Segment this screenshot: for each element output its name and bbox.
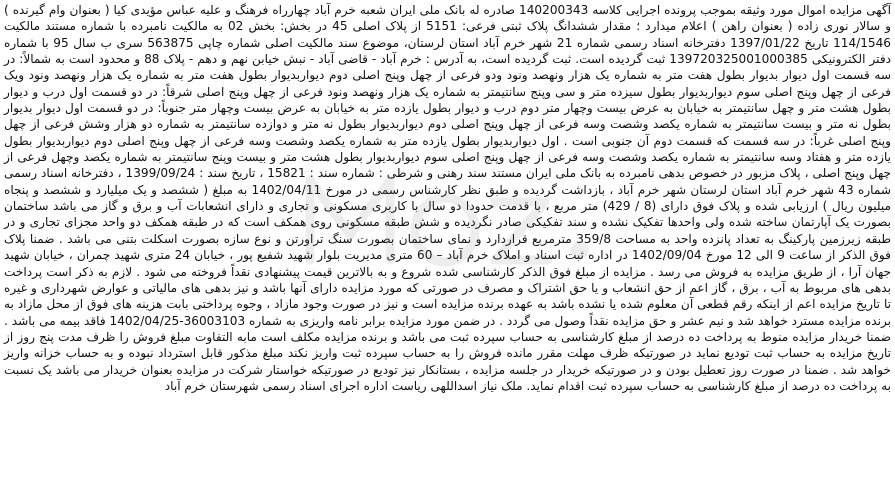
auction-notice-text: آگهی مزایده اموال مورد وثیقه بموجب پرونده اجرایی کلاسه 140200343 صادره له بانک ملی ایران شعبه خرم آباد چهارراه فرهنگ و علیه عباس مؤیدی کیا ( بعنوان وام گیرنده ) و سالار نوری زاده ( بعنوان راهن ) اعلام میدارد ؛ مقدار ششدانگ پلاک ثبتی فرعی: 5151 از پلاک اصلی 45 در بخش: بخش 02 به مالکیت نامبرده با شماره مستند مالکیت 114/1546 تاریخ 1397/01/22 دفترخانه اسناد رسمی شماره 21 شهر خرم آباد استان لرستان، موضوع سند مالکیت اصلی شماره چاپی 563875 سری ب سال 95 با شماره دفتر الکترونیکی 139720325001000385 ثبت گردیده است. ثبت گردیده است، به آدرس : خرم آباد - قاضی آباد - نبش خیابن نهم و دهم - پلاک 88 و محدود است به شمالاً: در سه قسمت اول دیوار بدیوار بطول هفت متر به شماره یک هزار ونهصد ونود ودو فرعی از چهل وپنج اصلی دوم دیواربدیوار بطول هفت متر به شماره یک هزار ونهصد ونود ویک فرعی از چهل وپنج اصلی سوم دیواربدیوار بطول سیزده متر و سی وپنج سانتیمتر به شماره یک هزار ونهصد ونود فرعی از چهل وپنج اصلی شرقاً: در دو قسمت اول درب و دیوار بطول هشت متر و چهل سانتیمتر به خیابان به عرض بیست وچهار متر دوم درب و دیوار بطول یازده متر به خیابان به عرض بیست وچهار متر جنوباً: در دو قسمت اول دیوار بدیوار بطول نه متر و بیست سانتیمتر به شماره یکصد وشصت وسه فرعی از چهل وپنج اصلی دوم دیواربدیوار بطول نه متر و دوازده سانتیمتر به شماره دو هزار وشش فرعی از چهل وپنج اصلی غرباً: در سه قسمت که قسمت دوم آن جنوبی است . اول دیواربدیوار بطول یازده متر به شماره یکصد وشصت وسه فرعی از چهل وپنج اصلی دوم دیواربدیوار بطول یازده متر و هفتاد وسه سانتیمتر به شماره یکصد وشصت وسه فرعی از چهل وپنج اصلی سوم دیواربدیوار بطول هشت متر و بیست وپنج سانتیمتر به شماره یکصد وچهل فرعی از چهل وپنج اصلی ، پلاک مزبور در خصوص بدهی نامبرده به بانک ملی ایران مستند سند رهنی و شرطی : شماره سند : 15821 ، تاریخ سند : 1399/09/24 ، دفترخانه اسناد رسمی شماره 43 شهر خرم آباد استان لرستان شهر خرم آباد ، بازداشت گردیده و طبق نظر کارشناس رسمی در مورخ 1402/04/11 به مبلغ ( ششصد و یک میلیارد و ششصد و پنجاه میلیون ریال ) ارزیابی شده و پلاک فوق دارای (8 / 429) متر مربع ، با قدمت حدودا دو سال با کاربری مسکونی و تجاری و دارای انشعابات آب و برق و گاز می باشد ساختمان بصورت یک آپارتمان ساخته شده ولی واحدها تفکیک نشده و سند تفکیکی صادر نگردیده و شش طبقه مسکونی روی همکف است که در طبقه همکف دو واحد مجزای تجاری و در طبقه زیرزمین پارکینگ به تعداد پانزده واحد به مساحت 359/8 مترمربع قراردارد و نمای ساختمان بصورت سنگ تراورتن و نوع سازه بصورت اسکلت بتنی می باشد . ضمنا پلاک فوق الذکر از ساعت 9 الی 12 مورخ 1402/09/04 در اداره ثبت اسناد و املاک خرم آباد – 60 متری مدیریت بلوار شهید شفیع پور ، خیابان 24 متری شهید چمران ، خیابان شهید جهان آرا ، از طریق مزایده به فروش می رسد . مزایده از مبلغ فوق الذکر کارشناسی شده شروع و به بالاترین قیمت پیشنهادی نقداً فروخته می شود . لازم به ذکر است پرداخت بدهی های مربوط به آب ، برق ، گاز اعم از حق انشعاب و یا حق اشتراک و مصرف در صورتی که مورد مزایده دارای آنها باشد و نیز بدهی های مالیاتی و عوارض شهرداری و غیره تا تاریخ مزایده اعم از اینکه رقم قطعی آن معلوم شده یا نشده باشد به عهده برنده مزایده است و نیز در صورت وجود مازاد ، وجوه پرداختی بابت هزینه های فوق از محل مازاد به برنده مزایده مسترد خواهد شد و نیم عشر و حق مزایده نقداً وصول می گردد . در ضمن مورد مزایده برابر نامه واریزی به شماره 36003103-1402/04/25 فاقد بیمه می باشد . ضمنا خریدار مزایده منوط به پرداخت ده درصد از مبلغ کارشناسی به حساب سپرده ثبت می باشد و برنده مزایده مکلف است مابه التفاوت مبلغ فروش را ظرف مدت پنج روز از تاریخ مزایده به حساب ثبت تودیع نماید در صورتیکه ظرف مهلت مقرر مانده فروش را به حساب سپرده ثبت واریز نکند مبلغ مذکور قابل استرداد نبوده و به حساب خزانه واریز خواهد شد . ضمنا در صورت روز تعطیل بودن و در صورتیکه خریدار در جلسه مزایده ، بستانکار نیز تودیع در صورتیکه خواستار شرکت در مزایده بعنوان خریدار می باشد یک نسبت به پرداخت ده درصد از مبلغ کارشناسی به حساب سپرده ثبت اقدام نماید. ملک نیاز اسداللهی ریاست اداره اجرای اسناد رسمی شهرستان خرم آباد — [4, 3, 892, 393]
